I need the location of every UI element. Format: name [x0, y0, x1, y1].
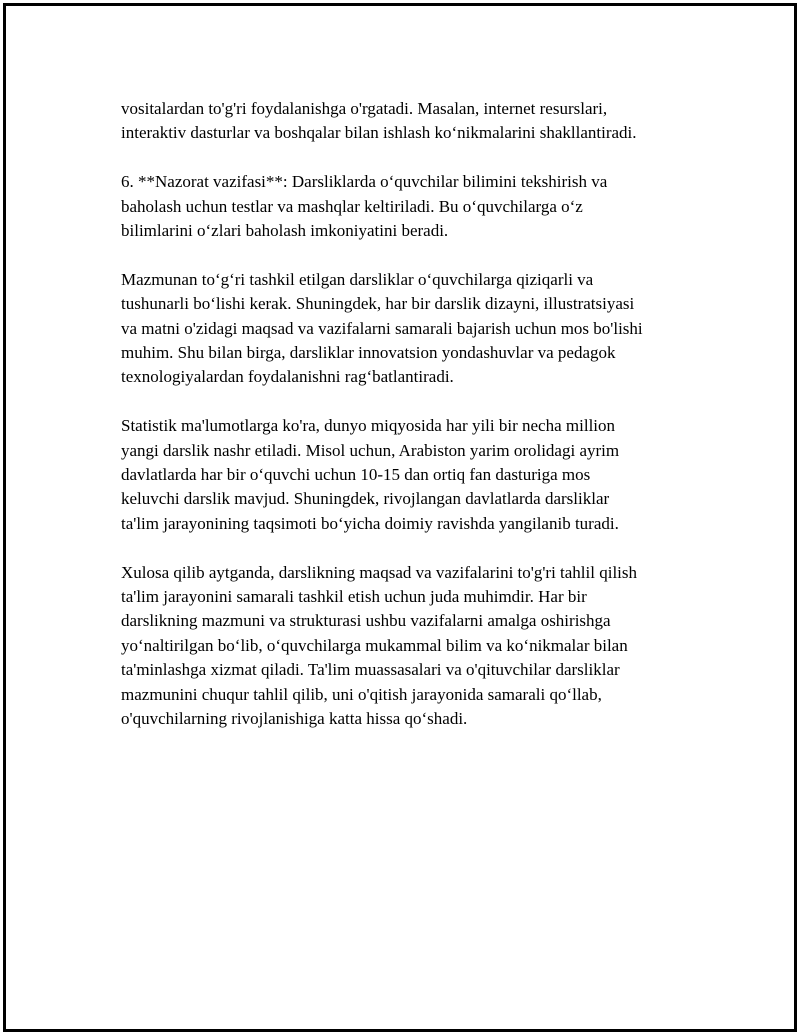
text-line: Statistik ma'lumotlarga ko'ra, dunyo miqyosida har yili bir necha million: [121, 416, 616, 436]
text-line: interaktiv dasturlar va boshqalar bilan ishlash ko‘nikmalarini shakllantiradi.: [121, 123, 637, 143]
text-line: muhim. Shu bilan birga, darsliklar innovatsion yondashuvlar va pedagok: [121, 343, 616, 363]
text-line: ta'lim jarayonining taqsimoti bo‘yicha doimiy ravishda yangilanib turadi.: [121, 513, 619, 533]
text-line: yo‘naltirilgan bo‘lib, o‘quvchilarga mukammal bilim va ko‘nikmalar bilan: [121, 635, 628, 655]
text-line: davlatlarda har bir o‘quvchi uchun 10-15 dan ortiq fan dasturiga mos: [121, 465, 591, 485]
paragraph-statistics: [121, 414, 711, 536]
text-line: va matni o'zidagi maqsad va vazifalarni samarali bajarish uchun mos bo'lishi: [121, 318, 643, 338]
page-frame: [3, 3, 797, 1032]
text-line: texnologiyalardan foydalanishni rag‘batlantiradi.: [121, 367, 454, 387]
paragraph-digital-tools: [121, 97, 711, 146]
paragraph-control-function: [121, 170, 711, 243]
text-line: baholash uchun testlar va mashqlar keltiriladi. Bu o‘quvchilarga o‘z: [121, 196, 583, 216]
text-line: bilimlarini o‘zlari baholash imkoniyatini beradi.: [121, 221, 449, 241]
text-line: tushunarli bo‘lishi kerak. Shuningdek, har bir darslik dizayni, illustratsiyasi: [121, 294, 635, 314]
text-line: o'quvchilarning rivojlanishiga katta hissa qo‘shadi.: [121, 709, 468, 729]
text-line: 6. **Nazorat vazifasi**: Darsliklarda o‘quvchilar bilimini tekshirish va: [121, 172, 608, 192]
text-line: mazmunini chuqur tahlil qilib, uni o'qitish jarayonida samarali qo‘llab,: [121, 684, 602, 704]
text-line: Mazmunan to‘g‘ri tashkil etilgan darsliklar o‘quvchilarga qiziqarli va: [121, 269, 594, 289]
paragraph-conclusion: [121, 561, 711, 732]
text-line: ta'lim jarayonini samarali tashkil etish uchun juda muhimdir. Har bir: [121, 587, 587, 607]
text-line: Xulosa qilib aytganda, darslikning maqsad va vazifalarini to'g'ri tahlil qilish: [121, 562, 638, 582]
document-body: [121, 97, 711, 756]
text-line: keluvchi darslik mavjud. Shuningdek, rivojlangan davlatlarda darsliklar: [121, 489, 610, 509]
paragraph-content-design: [121, 268, 711, 390]
text-line: ta'minlashga xizmat qiladi. Ta'lim muassasalari va o'qituvchilar darsliklar: [121, 660, 620, 680]
text-line: vositalardan to'g'ri foydalanishga o'rgatadi. Masalan, internet resurslari,: [121, 99, 608, 118]
text-line: yangi darslik nashr etiladi. Misol uchun, Arabiston yarim orolidagi ayrim: [121, 440, 620, 460]
text-line: darslikning mazmuni va strukturasi ushbu vazifalarni amalga oshirishga: [121, 611, 611, 631]
